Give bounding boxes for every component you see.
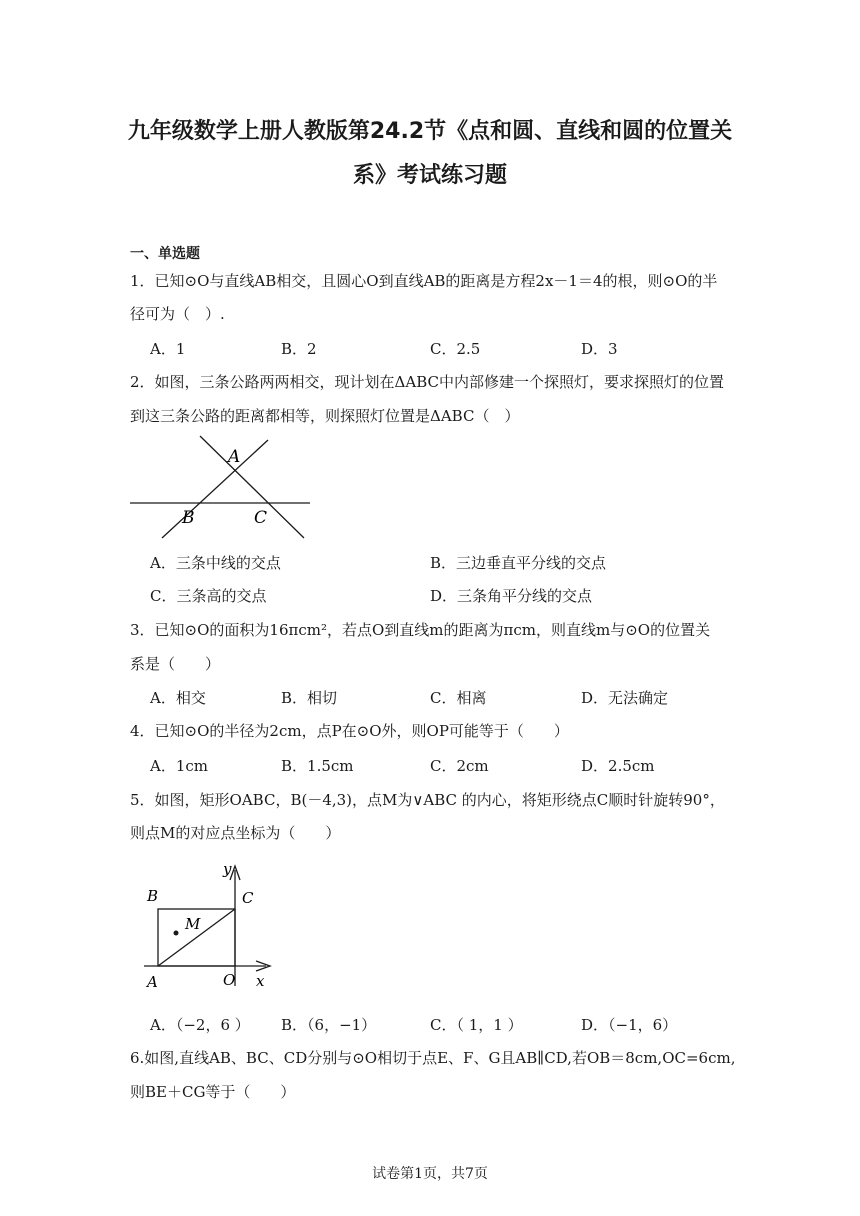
q4-option-d: D．2.5cm	[581, 757, 655, 775]
q1-option-d: D．3	[581, 340, 618, 358]
q5-rectangle-figure	[138, 858, 278, 998]
q4-option-c: C．2cm	[430, 757, 489, 775]
q5-label-c: C	[242, 889, 254, 907]
q5-label-b: B	[147, 887, 159, 905]
q3-option-a: A．相交	[150, 689, 206, 707]
q5-label-o: O	[223, 971, 236, 989]
q2-roads-figure	[128, 430, 312, 542]
page-title-line2: 系》考试练习题	[352, 163, 507, 188]
q3-stem-line1: 3．已知⊙O的面积为16πcm²，若点O到直线m的距离为πcm，则直线m与⊙O的位置关	[130, 621, 711, 639]
q2-option-b: B．三边垂直平分线的交点	[430, 554, 607, 572]
q5-label-y: y	[223, 860, 232, 878]
q2-option-c: C．三条高的交点	[150, 587, 267, 605]
q5-stem-line1: 5．如图，矩形OABC，B(－4,3)，点M为∨ABC 的内心，将矩形绕点C顺时针旋转90°，	[130, 791, 725, 809]
q5-point-m	[174, 931, 179, 936]
q4-stem-line1: 4．已知⊙O的半径为2cm，点P在⊙O外，则OP可能等于（ ）	[130, 722, 569, 740]
q4-option-a: A．1cm	[150, 757, 209, 775]
page-footer: 试卷第1页，共7页	[372, 1166, 488, 1182]
q4-option-b: B．1.5cm	[281, 757, 354, 775]
q5-label-x: x	[256, 972, 265, 990]
q5-option-c: C．（ 1，1 ）	[430, 1016, 523, 1034]
q2-label-c: C	[254, 508, 268, 528]
q3-option-d: D．无法确定	[581, 689, 669, 707]
page-title-line1: 九年级数学上册人教版第24.2节《点和圆、直线和圆的位置关	[127, 119, 733, 144]
q2-road-ac	[200, 436, 304, 538]
q5-stem-line2: 则点M的对应点坐标为（ ）	[130, 824, 341, 842]
q1-option-c: C．2.5	[430, 340, 481, 358]
q1-option-a: A．1	[150, 340, 186, 358]
q1-option-b: B．2	[281, 340, 317, 358]
q2-label-a: A	[228, 447, 241, 467]
q3-stem-line2: 系是（ ）	[130, 655, 221, 673]
section-heading: 一、单选题	[130, 246, 200, 262]
q5-option-b: B．（6，−1）	[281, 1016, 377, 1034]
q2-road-ab	[162, 440, 268, 538]
q2-option-a: A．三条中线的交点	[150, 554, 281, 572]
q2-label-b: B	[182, 508, 195, 528]
q6-stem-line1: 6.如图,直线AB、BC、CD分别与⊙O相切于点E、F、G且AB∥CD,若OB＝8cm,OC=6cm,	[130, 1049, 736, 1067]
q3-option-b: B．相切	[281, 689, 338, 707]
q5-label-a: A	[147, 973, 158, 991]
q2-option-d: D．三条角平分线的交点	[430, 587, 593, 605]
q2-stem-line1: 2．如图，三条公路两两相交，现计划在ΔABC中内部修建一个探照灯，要求探照灯的位置	[130, 373, 724, 391]
q1-stem-line2: 径可为（ ）.	[130, 305, 225, 323]
q5-label-m: M	[185, 915, 201, 933]
q3-option-c: C．相离	[430, 689, 487, 707]
q1-stem-line1: 1．已知⊙O与直线AB相交，且圆心O到直线AB的距离是方程2x－1＝4的根，则⊙O的半	[130, 272, 718, 290]
q5-option-a: A．（−2，6 ）	[150, 1016, 250, 1034]
q6-stem-line2: 则BE＋CG等于（ ）	[130, 1083, 296, 1101]
q2-stem-line2: 到这三条公路的距离都相等，则探照灯位置是ΔABC（ ）	[130, 407, 520, 425]
q5-option-d: D．（−1，6）	[581, 1016, 678, 1034]
